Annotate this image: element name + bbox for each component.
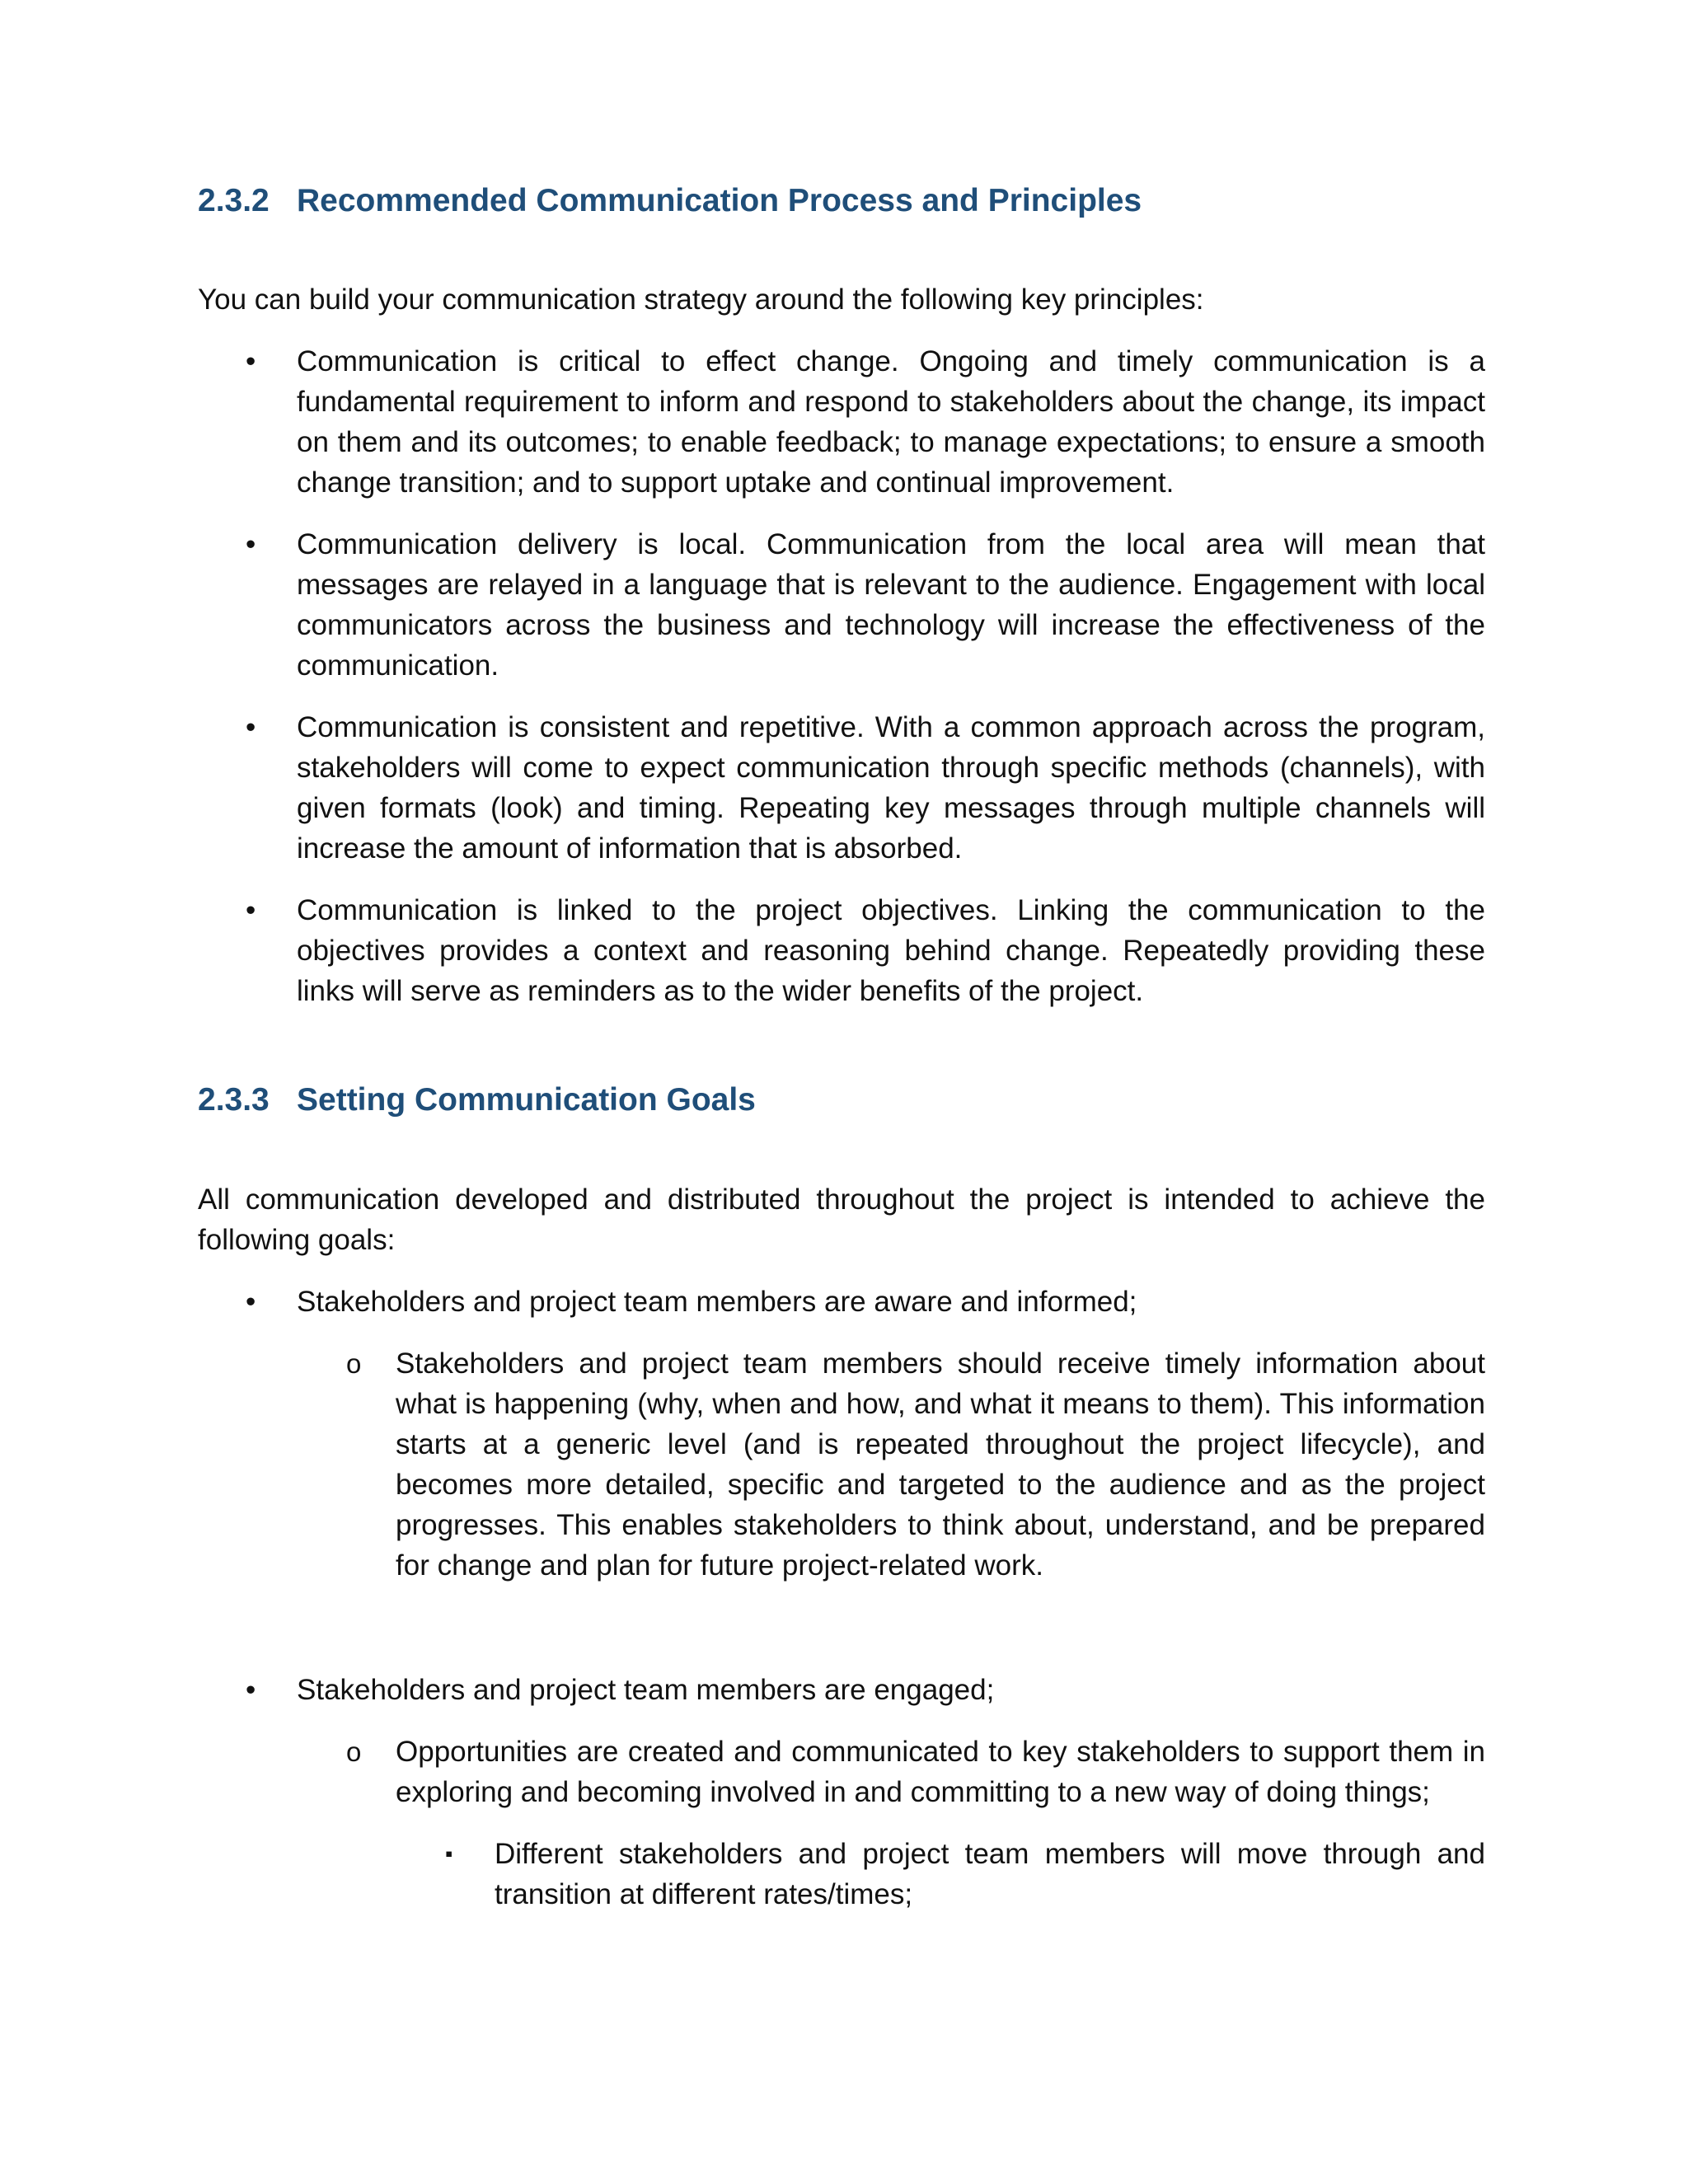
principle-text: Communication is linked to the project objectives. Linking the communication to the objectives provides a context and reasoning behind change. Repeatedly providing these links will serve as reminders as to the wider benefits of the project. (297, 894, 1485, 1007)
goal-sub-text: Opportunities are created and communicated to key stakeholders to support them in exploring and becoming involved in and committing to a new way of doing things; (396, 1736, 1485, 1808)
section-number: 2.3.3 (198, 1082, 270, 1118)
bullet-marker: • (246, 1674, 256, 1706)
goal-item (198, 1670, 1485, 1710)
principle-item (198, 524, 1485, 686)
bullet-marker: • (246, 894, 256, 926)
circle-marker: o (346, 1348, 362, 1379)
goal-sub-item (198, 1343, 1485, 1586)
page-content (198, 180, 1485, 1915)
section-title: Recommended Communication Process and Principles (297, 183, 1142, 218)
section-number: 2.3.2 (198, 183, 270, 218)
principle-text: Communication delivery is local. Communication from the local area will mean that messages are relayed in a language that is relevant to the audience. Engagement with local communicators across the business and technology will increase the effectiveness of the communication. (297, 528, 1485, 682)
goal-sub-sub-text: Different stakeholders and project team members will move through and transition at different rates/times; (495, 1838, 1485, 1910)
bullet-marker: • (246, 1286, 256, 1318)
goal-sub-item (198, 1732, 1485, 1812)
bullet-marker: • (246, 345, 256, 377)
goal-item (198, 1282, 1485, 1322)
principle-item (198, 890, 1485, 1011)
goal-text: Stakeholders and project team members are aware and informed; (297, 1286, 1137, 1318)
section-heading-2-3-3 (198, 1079, 1485, 1122)
section-heading-2-3-2 (198, 180, 1485, 223)
goal-text: Stakeholders and project team members are engaged; (297, 1674, 995, 1706)
principle-text: Communication is critical to effect change. Ongoing and timely communication is a fundamental requirement to inform and respond to stakeholders about the change, its impact on them and its outcomes; to enable feedback; to manage expectations; to ensure a smooth change transition; and to support uptake and continual improvement. (297, 345, 1485, 499)
circle-marker: o (346, 1736, 362, 1767)
goal-sub-sub-item (198, 1834, 1485, 1915)
goals-intro: All communication developed and distributed throughout the project is intended to achieve the following goals: (198, 1183, 1485, 1256)
goal-sub-text: Stakeholders and project team members should receive timely information about what is happening (why, when and how, and what it means to them). This information starts at a generic level (and is repeated throughout the project lifecycle), and becomes more detailed, specific and targeted to the audience and as the project progresses. This enables stakeholders to think about, understand, and be prepared for change and plan for future project-related work. (396, 1347, 1485, 1582)
principle-text: Communication is consistent and repetitive. With a common approach across the program, stakeholders will come to expect communication through specific methods (channels), with given formats (look) and timing. Repeating key messages through multiple channels will increase the amount of information that is absorbed. (297, 711, 1485, 865)
principles-intro: You can build your communication strategy around the following key principles: (198, 284, 1204, 316)
principle-item (198, 707, 1485, 869)
principle-item (198, 341, 1485, 503)
bullet-marker: • (246, 528, 256, 560)
square-marker: ▪ (445, 1841, 453, 1866)
bullet-marker: • (246, 711, 256, 743)
section-title: Setting Communication Goals (297, 1082, 756, 1118)
